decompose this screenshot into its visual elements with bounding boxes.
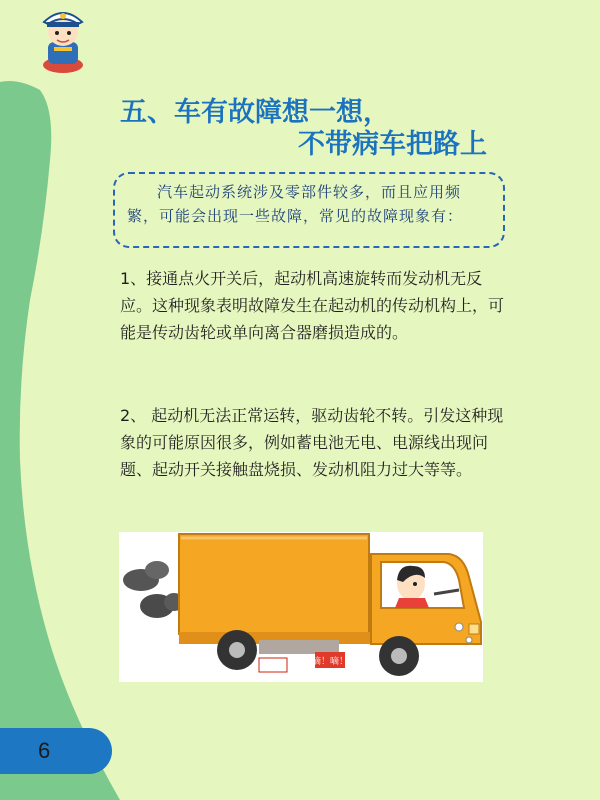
- front-wheel-icon: [379, 636, 419, 676]
- paragraph-1: 1、接通点火开关后，起动机高速旋转而发动机无反应。这种现象表明故障发生在起动机的传动机构上，可能是传动齿轮或单向离合器磨损造成的。: [120, 269, 505, 342]
- page-number: 6: [38, 738, 51, 763]
- truck-cargo-box: [179, 534, 369, 634]
- paragraph-2: 2、 起动机无法正常运转，驱动齿轮不转。引发这种现象的可能原因很多，例如蓄电池无电、电源线出现问题、起动开关接触盘烧损、发动机阻力过大等等。: [120, 406, 504, 479]
- section-title-line1: 五、车有故障想一想，: [120, 97, 390, 128]
- broken-truck-illustration: [119, 532, 483, 682]
- rear-wheel-icon: [217, 630, 257, 670]
- driver-icon: [395, 566, 429, 608]
- traffic-police-mascot-icon: [34, 2, 92, 76]
- intro-callout: 汽车起动系统涉及零部件较多，而且应用频繁，可能会出现一些故障，常见的故障现象有：: [113, 172, 505, 248]
- page-number-badge: [0, 728, 112, 774]
- section-title-line2: 不带病车把路上: [298, 129, 487, 160]
- horn-sign-text: 嘀！嘀！: [311, 657, 349, 667]
